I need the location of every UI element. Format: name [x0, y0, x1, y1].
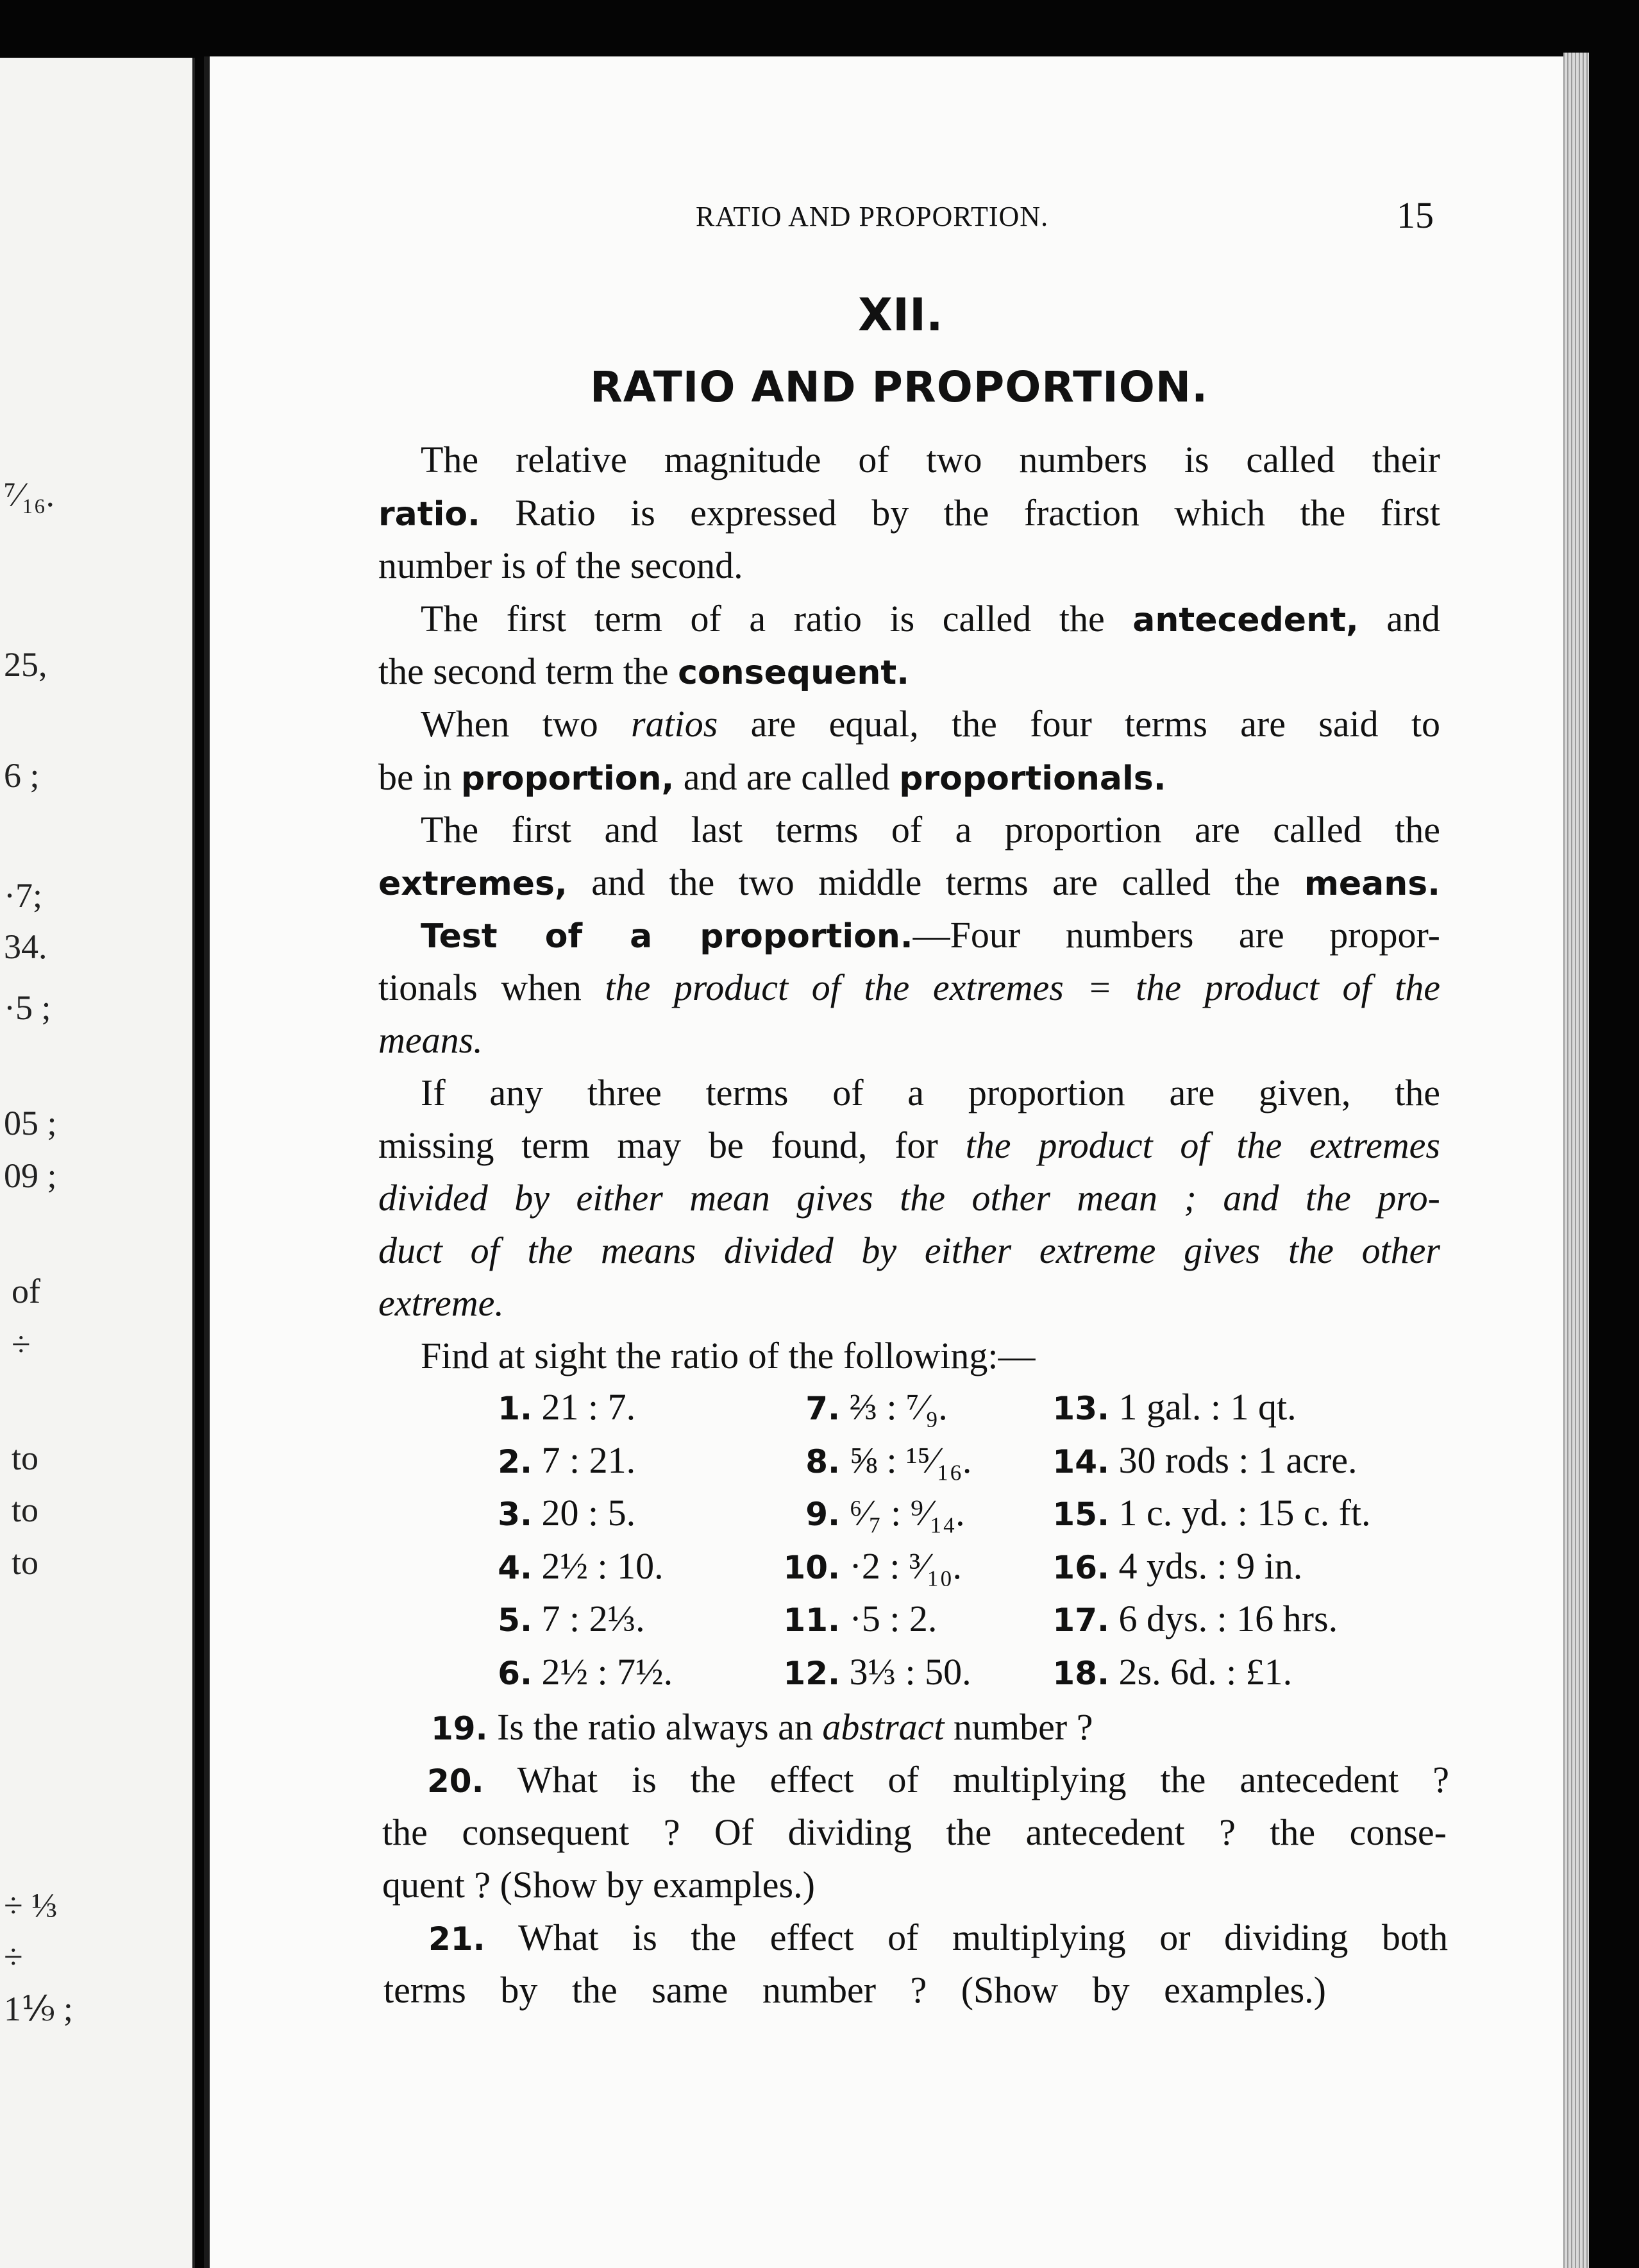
- paragraph-line: be in proportion, and are called proportionals.: [378, 756, 1166, 798]
- test-heading: Test of a proportion.: [421, 917, 913, 956]
- left-page-edge: [0, 58, 195, 2268]
- page-stack-edge: [1563, 53, 1589, 2268]
- margin-fragment: 09 ;: [4, 1156, 57, 1195]
- margin-fragment: ÷: [12, 1325, 31, 1364]
- paragraph-line: The relative magnitude of two numbers is called their: [421, 439, 1440, 480]
- exercise-item: 8. ⅝ : ¹⁵⁄₁₆.: [805, 1439, 972, 1481]
- margin-fragment: 1⅑ ;: [4, 1990, 73, 2028]
- exercise-item: 2. 7 : 21.: [498, 1439, 636, 1481]
- paragraph-line: When two ratios are equal, the four terms are said to: [421, 703, 1440, 745]
- exercise-item: 18. 2s. 6d. : £1.: [1052, 1651, 1293, 1693]
- margin-fragment: 25,: [4, 645, 47, 684]
- paragraph-line: terms by the same number ? (Show by examples.): [383, 1969, 1326, 2011]
- paragraph-line: ratio. Ratio is expressed by the fraction which the first: [378, 492, 1440, 534]
- margin-fragment: to: [12, 1439, 39, 1477]
- term-antecedent: antecedent,: [1132, 601, 1359, 639]
- term-extremes: extremes,: [378, 865, 567, 903]
- exercise-item: 6. 2½ : 7½.: [498, 1651, 673, 1693]
- term-proportion: proportion,: [460, 759, 675, 798]
- question-19: 19. Is the ratio always an abstract number ?: [431, 1706, 1093, 1748]
- paragraph-line: divided by either mean gives the other mean ; and the pro-: [378, 1177, 1440, 1219]
- paragraph-line: tionals when the product of the extremes = the product of the: [378, 967, 1440, 1008]
- exercise-item: 9. ⁶⁄₇ : ⁹⁄₁₄.: [805, 1492, 965, 1534]
- paragraph-line: number is of the second.: [378, 545, 743, 586]
- exercise-item: 17. 6 dys. : 16 hrs.: [1052, 1598, 1338, 1639]
- page-number: 15: [1397, 194, 1434, 236]
- exercise-item: 7. ⅔ : ⁷⁄₉.: [805, 1386, 948, 1428]
- paragraph-line: Find at sight the ratio of the following:—: [421, 1335, 1036, 1376]
- paragraph-line: The first term of a ratio is called the antecedent, and: [421, 598, 1441, 639]
- margin-fragment: 05 ;: [4, 1104, 57, 1142]
- paragraph-line: extreme.: [378, 1282, 504, 1324]
- term-proportionals: proportionals.: [899, 759, 1166, 798]
- margin-fragment: ÷: [4, 1938, 23, 1976]
- margin-fragment: ·7;: [4, 876, 42, 915]
- term-means: means.: [1304, 865, 1440, 903]
- chapter-title: RATIO AND PROPORTION.: [590, 362, 1209, 412]
- paragraph-line: If any three terms of a proportion are given, the: [421, 1072, 1440, 1113]
- paragraph-line: The first and last terms of a proportion are called the: [421, 809, 1440, 851]
- margin-fragment: ÷ ⅓: [4, 1886, 58, 1925]
- exercise-item: 10. ·2 : ³⁄₁₀.: [783, 1545, 962, 1587]
- paragraph-line: quent ? (Show by examples.): [382, 1864, 815, 1906]
- margin-fragment: of: [12, 1272, 40, 1310]
- exercise-item: 1. 21 : 7.: [498, 1386, 636, 1428]
- paragraph-line: Test of a proportion.—Four numbers are propor-: [421, 914, 1440, 956]
- exercise-item: 13. 1 gal. : 1 qt.: [1052, 1386, 1297, 1428]
- term-ratio: ratio.: [378, 495, 480, 534]
- paragraph-line: duct of the means divided by either extreme gives the other: [378, 1230, 1440, 1271]
- question-21: 21. What is the effect of multiplying or dividing both: [428, 1917, 1448, 1958]
- margin-fragment: ·5 ;: [4, 988, 51, 1027]
- exercise-item: 14. 30 rods : 1 acre.: [1052, 1439, 1357, 1481]
- exercise-item: 15. 1 c. yd. : 15 c. ft.: [1052, 1492, 1371, 1534]
- exercise-item: 4. 2½ : 10.: [498, 1545, 664, 1587]
- paragraph-line: the second term the consequent.: [378, 650, 909, 692]
- running-header: RATIO AND PROPORTION.: [696, 201, 1049, 232]
- margin-fragment: to: [12, 1491, 39, 1529]
- paragraph-line: means.: [378, 1019, 483, 1061]
- margin-fragment: 6 ;: [4, 756, 40, 795]
- exercise-item: 3. 20 : 5.: [498, 1492, 636, 1534]
- exercise-item: 16. 4 yds. : 9 in.: [1052, 1545, 1303, 1587]
- margin-fragment: to: [12, 1543, 39, 1582]
- term-consequent: consequent.: [678, 654, 909, 692]
- margin-fragment: 34.: [4, 927, 47, 966]
- exercise-item: 11. ·5 : 2.: [783, 1598, 937, 1639]
- paragraph-line: extremes, and the two middle terms are called the means.: [378, 861, 1440, 903]
- question-20: 20. What is the effect of multiplying the antecedent ?: [427, 1759, 1449, 1800]
- exercise-item: 5. 7 : 2⅓.: [498, 1598, 645, 1639]
- paragraph-line: missing term may be found, for the product of the extremes: [378, 1124, 1440, 1166]
- chapter-number: XII.: [858, 289, 943, 341]
- paragraph-line: the consequent ? Of dividing the antecedent ? the conse-: [382, 1811, 1447, 1853]
- margin-fragment: ⁷⁄₁₆.: [4, 475, 55, 514]
- exercise-item: 12. 3⅓ : 50.: [783, 1651, 971, 1693]
